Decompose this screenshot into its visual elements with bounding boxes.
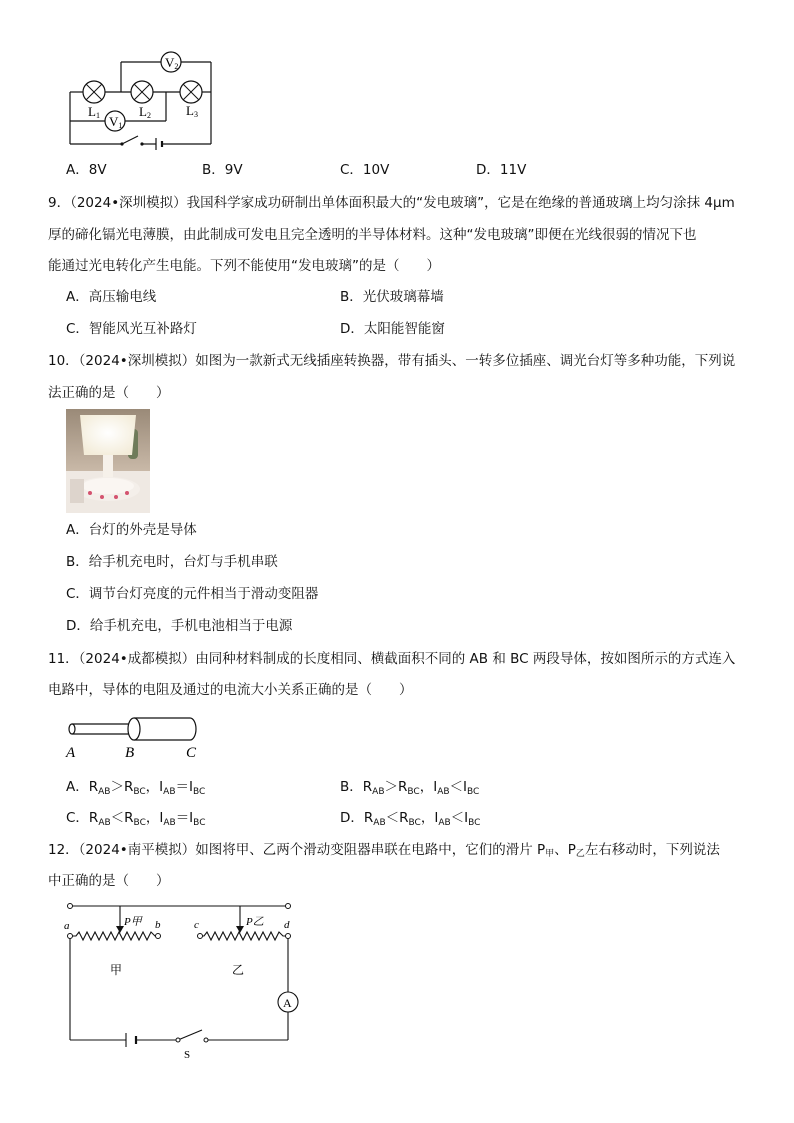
q11-stem-line-2: 电路中，导体的电阻及通过的电流大小关系正确的是（ ） [48, 682, 413, 698]
q11-option-b: B．$R_{AB}>R_{BC}$，$I_{AB}<I_{BC}$ [340, 779, 480, 797]
q8-option-c: C．10V [340, 162, 390, 178]
terminal-c-label: c [194, 919, 199, 931]
v1-label: V1 [109, 114, 123, 130]
q10-option-b: B．给手机充电时，台灯与手机串联 [66, 554, 278, 570]
q9-option-c: C．智能风光互补路灯 [66, 321, 197, 337]
q9-option-a: A．高压输电线 [66, 289, 157, 305]
rheostat-jia-label: 甲 [110, 963, 123, 977]
slider-p-jia-label: P甲 [124, 916, 142, 928]
q12-rheostat-circuit-diagram [58, 898, 308, 1066]
q11-option-d: D．$R_{AB}<R_{BC}$，$I_{AB}<I_{BC}$ [340, 810, 481, 828]
q8-option-a: A．8V [66, 162, 107, 178]
q9-stem-line-3: 能通过光电转化产生电能。下列不能使用“发电玻璃”的是（ ） [48, 258, 440, 274]
q10-stem-line-1: 10．（2024•深圳模拟）如图为一款新式无线插座转换器，带有插头、一转多位插座、调光台灯等多种功能，下列说 [48, 353, 736, 369]
l3-label: L3 [186, 103, 198, 119]
lamp-l2-icon [131, 81, 153, 103]
l2-label: L2 [139, 104, 151, 120]
terminal-b-label: b [155, 919, 161, 931]
lamp-l3-icon [180, 81, 202, 103]
wireless-socket-lamp-photo [66, 409, 150, 513]
q12-stem-line-2: 中正确的是（ ） [48, 873, 170, 889]
label-a: A [66, 745, 76, 761]
svg-text:A: A [283, 996, 292, 1010]
q9-option-d: D．太阳能智能窗 [340, 321, 445, 337]
q11-stem-line-1: 11．（2024•成都模拟）由同种材料制成的长度相同、横截面积不同的 AB 和 BC 两段导体，按如图所示的方式连入 [48, 651, 736, 667]
v2-label: V2 [165, 55, 179, 71]
l1-label: L1 [88, 104, 100, 120]
slider-p-yi-label: P乙 [246, 916, 264, 928]
q8-circuit-diagram [60, 48, 230, 156]
q9-stem-line-2: 厚的碲化镉光电薄膜，由此制成可发电且完全透明的半导体材料。这种“发电玻璃”即便在光线很弱的情况下也 [48, 227, 697, 243]
switch-s-label: S [184, 1049, 191, 1061]
terminal-d-label: d [284, 919, 290, 931]
label-b: B [125, 745, 135, 761]
q10-option-d: D．给手机充电，手机电池相当于电源 [66, 618, 293, 634]
rheostat-yi-label: 乙 [232, 963, 245, 977]
q12-stem-line-1: 12．（2024•南平模拟）如图将甲、乙两个滑动变阻器串联在电路中，它们的滑片 P甲、P乙左右移动时，下列说法 [48, 842, 720, 859]
q11-option-a: A．$R_{AB}>R_{BC}$，$I_{AB}=I_{BC}$ [66, 779, 206, 797]
q10-stem-line-2: 法正确的是（ ） [48, 385, 170, 401]
terminal-a-label: a [64, 920, 70, 932]
q10-option-c: C．调节台灯亮度的元件相当于滑动变阻器 [66, 586, 319, 602]
q9-stem-line-1: 9．（2024•深圳模拟）我国科学家成功研制出单体面积最大的“发电玻璃”，它是在绝缘的普通玻璃上均匀涂抹 4μm [48, 195, 735, 211]
q11-conductor-diagram [62, 712, 212, 764]
q10-option-a: A．台灯的外壳是导体 [66, 522, 197, 538]
q11-option-c: C．$R_{AB}<R_{BC}$，$I_{AB}=I_{BC}$ [66, 810, 206, 828]
q8-option-b: B．9V [202, 162, 243, 178]
lamp-l1-icon [83, 81, 105, 103]
q9-option-b: B．光伏玻璃幕墙 [340, 289, 444, 305]
ammeter-icon [278, 992, 298, 1012]
label-c: C [186, 745, 197, 761]
q8-option-d: D．11V [476, 162, 527, 178]
